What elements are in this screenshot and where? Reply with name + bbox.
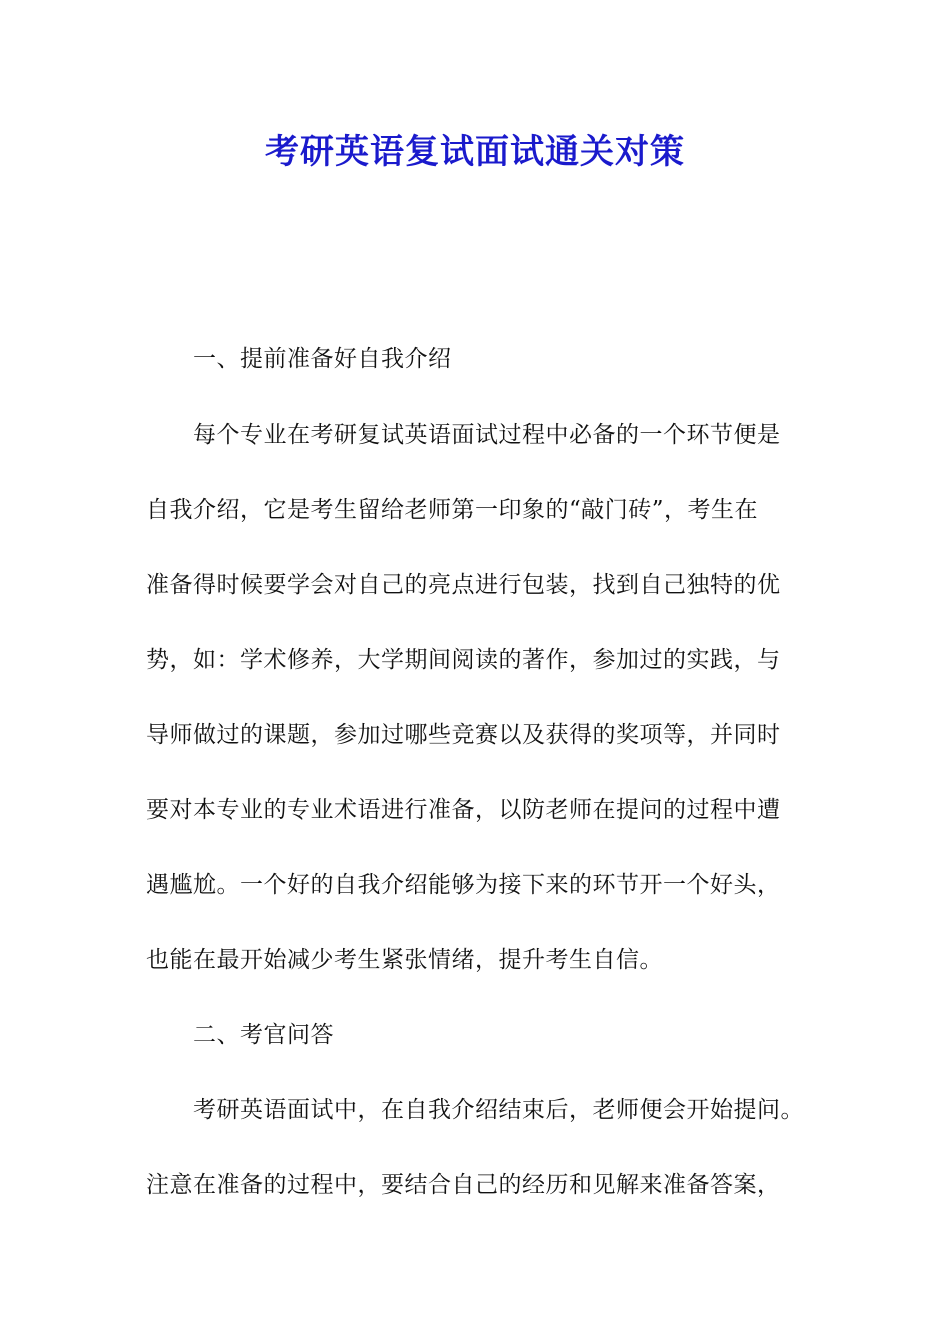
section-heading-2: 二、考官问答 [193,1022,334,1048]
paragraph-line: 考研英语面试中，在自我介绍结束后，老师便会开始提问。 [193,1097,804,1123]
paragraph-line: 要对本专业的专业术语进行准备，以防老师在提问的过程中遭 [146,797,781,823]
paragraph-line: 每个专业在考研复试英语面试过程中必备的一个环节便是 [193,422,781,448]
paragraph-line: 自我介绍，它是考生留给老师第一印象的“敲门砖”，考生在 [146,497,759,523]
paragraph-line: 导师做过的课题，参加过哪些竞赛以及获得的奖项等，并同时 [146,722,781,748]
section-heading-1: 一、提前准备好自我介绍 [193,346,452,372]
paragraph-line: 准备得时候要学会对自己的亮点进行包装，找到自己独特的优 [146,572,781,598]
document-title: 考研英语复试面试通关对策 [265,132,685,172]
paragraph-line: 也能在最开始减少考生紧张情绪，提升考生自信。 [146,947,663,973]
paragraph-line: 势，如：学术修养，大学期间阅读的著作，参加过的实践，与 [146,647,781,673]
paragraph-line: 注意在准备的过程中，要结合自己的经历和见解来准备答案， [146,1172,781,1198]
paragraph-line: 遇尴尬。一个好的自我介绍能够为接下来的环节开一个好头， [146,872,781,898]
